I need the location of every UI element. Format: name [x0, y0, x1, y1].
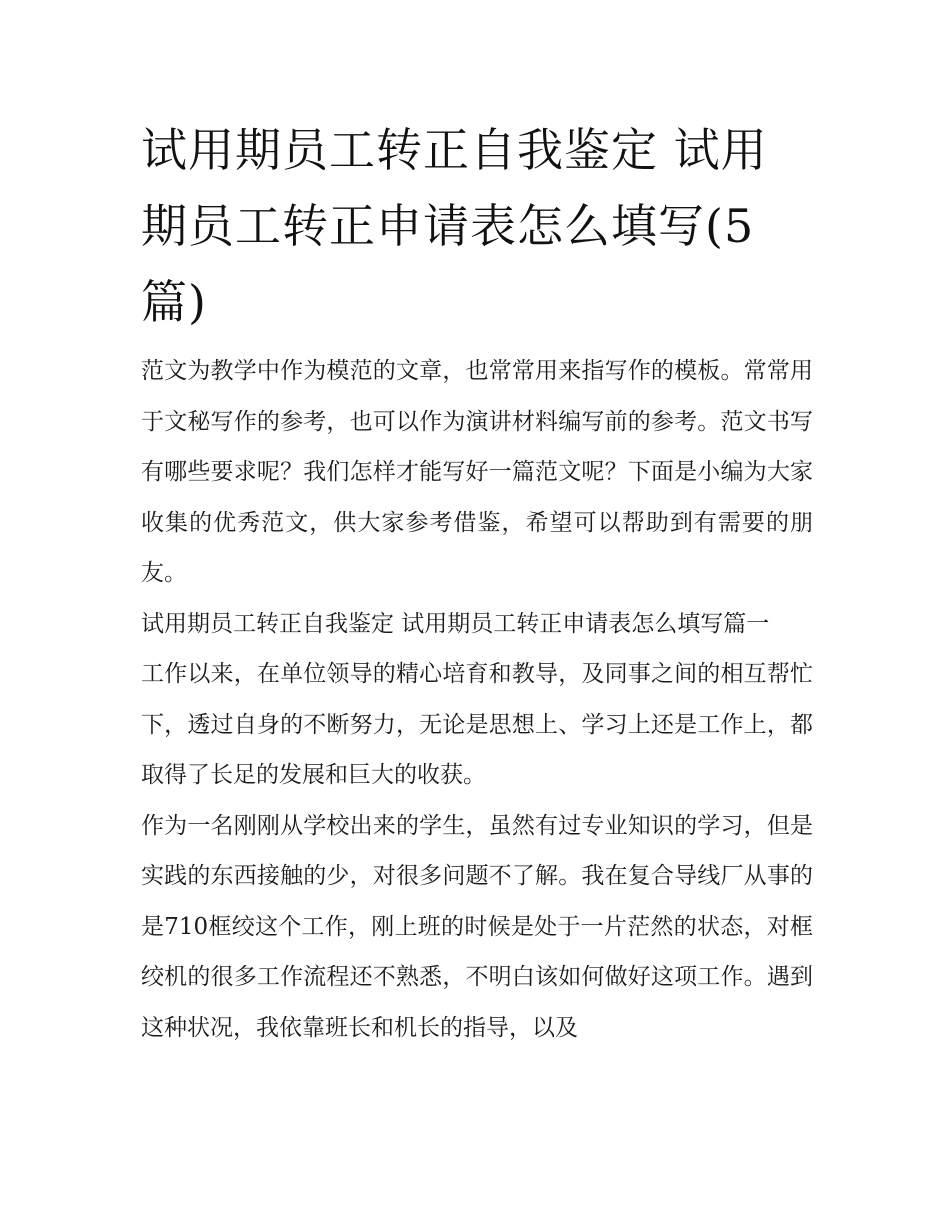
- section-heading-1: 试用期员工转正自我鉴定 试用期员工转正申请表怎么填写篇一: [141, 610, 770, 637]
- intro-paragraph: 范文为教学中作为模范的文章，也常常用来指写作的模板。常常用于文秘写作的参考，也可以作为演讲材料编写前的参考。范文书写有哪些要求呢？我们怎样才能写好一篇范文呢？下面是小编为大家收集的优秀范文，供大家参考借鉴，希望可以帮助到有需要的朋友。: [141, 358, 813, 586]
- body-paragraph-2: 作为一名刚刚从学校出来的学生，虽然有过专业知识的学习，但是实践的东西接触的少，对很多问题不了解。我在复合导线厂从事的是710框绞这个工作，刚上班的时候是处于一片茫然的状态，对框绞机的很多工作流程还不熟悉，不明白该如何做好这项工作。遇到这种状况，我依靠班长和机长的指导，以及: [141, 812, 813, 1041]
- document-title: 试用期员工转正自我鉴定 试用期员工转正申请表怎么填写(5篇): [141, 123, 768, 329]
- document-body: [141, 346, 813, 1053]
- body-paragraph-1: 工作以来，在单位领导的精心培育和教导，及同事之间的相互帮忙下，透过自身的不断努力，无论是思想上、学习上还是工作上，都取得了长足的发展和巨大的收获。: [141, 661, 813, 788]
- document-page: [141, 112, 813, 1053]
